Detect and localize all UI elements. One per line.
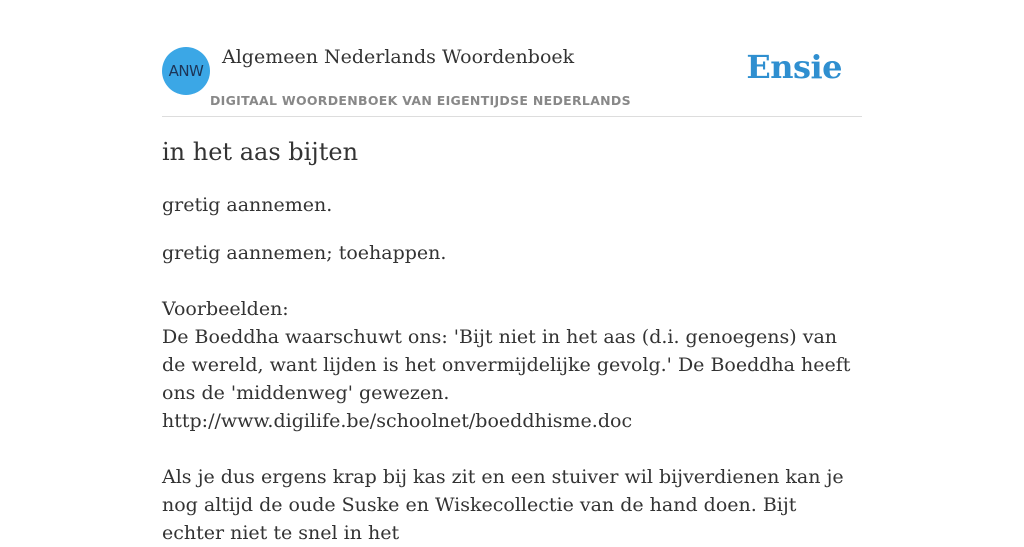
example-source-link[interactable]: http://www.digilife.be/schoolnet/boeddhisme.doc — [162, 410, 633, 432]
spacer — [162, 435, 862, 463]
site-title[interactable]: Algemeen Nederlands Woordenboek — [222, 46, 575, 68]
entry-term: in het aas bijten — [162, 138, 359, 166]
anw-logo[interactable]: ANW — [162, 47, 210, 95]
content-container — [162, 0, 862, 544]
short-definition: gretig aannemen. — [162, 194, 333, 216]
header — [162, 0, 862, 117]
definition-text: gretig aannemen; toehappen. — [162, 242, 447, 264]
example-text: De Boeddha waarschuwt ons: 'Bijt niet in het aas (d.i. genoegens) van de wereld, want lijden is het onvermijdelijke gevolg.' De Boeddha heeft ons de 'middenweg' gewezen. — [162, 326, 851, 404]
entry-body — [162, 239, 862, 547]
examples-label: Voorbeelden: — [162, 298, 289, 320]
site-subtitle: DIGITAAL WOORDENBOEK VAN EIGENTIJDSE NEDERLANDS — [210, 93, 631, 108]
ensie-brand-logo[interactable]: Ensie — [746, 48, 842, 86]
example-text: Als je dus ergens krap bij kas zit en een stuiver wil bijverdienen kan je nog altijd de oude Suske en Wiskecollectie van de hand doen. Bijt echter niet te snel in het — [162, 466, 844, 544]
spacer — [162, 267, 862, 295]
